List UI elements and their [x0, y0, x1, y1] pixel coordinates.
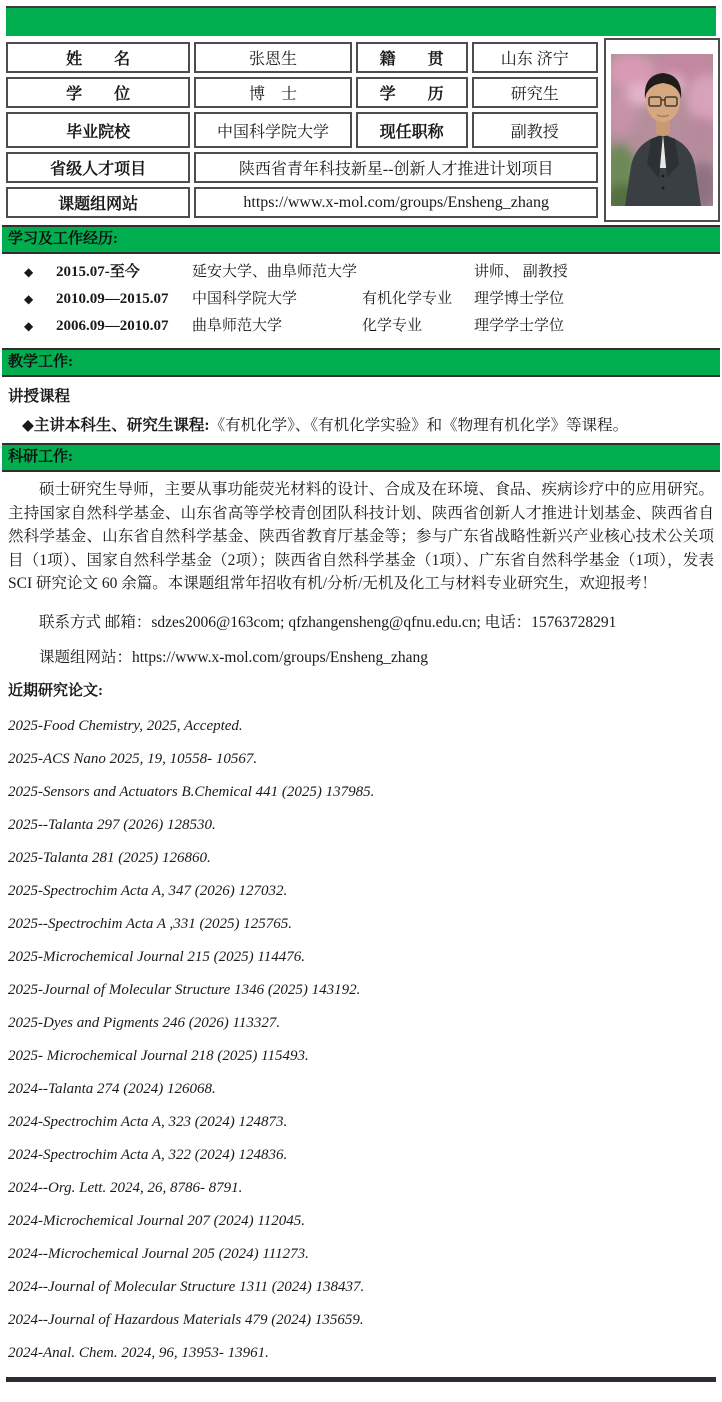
publications-list	[8, 717, 714, 1363]
label-name: 姓 名	[6, 42, 190, 73]
section-header-experience	[2, 225, 720, 254]
publication-item: 2024-Microchemical Journal 207 (2024) 112045.	[8, 1212, 306, 1229]
diamond-bullet-icon: ◆	[24, 319, 34, 333]
contact-info: 联系方式 邮箱：sdzes2006@163com; qfzhangensheng@qfnu.edu.cn; 电话：15763728291	[39, 613, 617, 631]
publication-item: 2024--Talanta 274 (2024) 126068.	[8, 1080, 216, 1097]
value-degree: 博 士	[194, 77, 351, 108]
bottom-divider	[6, 1377, 716, 1382]
publication-item: 2025-Sensors and Actuators B.Chemical 441 (2025) 137985.	[8, 783, 375, 800]
experience-degree: 讲师、 副教授	[474, 264, 568, 280]
faculty-profile-page	[0, 6, 722, 1382]
label-education: 学 历	[356, 77, 468, 108]
teaching-courses-text: 《有机化学》、《有机化学实验》和《物理有机化学》等课程。	[209, 417, 629, 434]
publication-item: 2025-Dyes and Pigments 246 (2026) 113327.	[8, 1014, 281, 1031]
research-description: 硕士研究生导师，主要从事功能荧光材料的设计、合成及在环境、食品、疾病诊疗中的应用研究。主持国家自然科学基金、山东省高等学校青创团队科技计划、陕西省创新人才推进计划基金、陕西省自然科学基金、山东省自然科学基金、陕西省教育厅基金等；参与广东省战略性新兴产业核心技术公关项目（1项）、国家自然科学基金（2项）；陕西省自然科学基金（1项）、广东省自然科学基金（1项），发表 SCI 研究论文 60 余篇。本课题组常年招收有机/分析/无机及化工与材料专业研究生，欢迎报考！	[8, 481, 714, 592]
label-alma-mater: 毕业院校	[6, 112, 190, 148]
experience-list	[0, 254, 722, 345]
teaching-courses	[22, 413, 714, 435]
publication-item: 2025--Spectrochim Acta A ,331 (2025) 125765.	[8, 915, 292, 932]
publication-item: 2024-Anal. Chem. 2024, 96, 13953- 13961.	[8, 1344, 269, 1361]
profile-info-table	[2, 38, 602, 222]
teaching-content	[8, 384, 714, 435]
publication-item: 2025-Food Chemistry, 2025, Accepted.	[8, 717, 243, 734]
experience-date: 2006.09—2010.07	[56, 318, 169, 334]
label-group-website: 课题组网站	[6, 187, 190, 218]
experience-place: 曲阜师范大学	[192, 318, 283, 334]
experience-item	[24, 316, 722, 336]
section-title: 学习及工作经历:	[8, 231, 118, 247]
publication-item: 2025--Talanta 297 (2026) 128530.	[8, 816, 216, 833]
publication-item: 2024--Microchemical Journal 205 (2024) 111273.	[8, 1245, 309, 1262]
label-current-title: 现任职称	[356, 112, 468, 148]
profile-info-section	[2, 38, 720, 222]
experience-date: 2015.07-至今	[56, 264, 140, 280]
experience-item	[24, 262, 722, 282]
publication-item: 2025-Talanta 281 (2025) 126860.	[8, 849, 211, 866]
experience-major: 化学专业	[362, 318, 423, 334]
value-alma-mater: 中国科学院大学	[194, 112, 351, 148]
section-header-teaching	[2, 348, 720, 377]
publication-item: 2025-Journal of Molecular Structure 1346 (2025) 143192.	[8, 981, 361, 998]
publication-item: 2024-Spectrochim Acta A, 322 (2024) 124836.	[8, 1146, 288, 1163]
experience-place: 延安大学、曲阜师范大学	[192, 264, 358, 280]
value-education: 研究生	[472, 77, 598, 108]
group-website-line: 课题组网站：https://www.x-mol.com/groups/Ensheng_zhang	[39, 648, 429, 666]
diamond-bullet-icon: ◆	[24, 292, 34, 306]
publication-item: 2025-Microchemical Journal 215 (2025) 114476.	[8, 948, 306, 965]
table-row	[6, 152, 598, 183]
value-group-website-url: https://www.x-mol.com/groups/Ensheng_zhang	[194, 187, 598, 218]
publication-item: 2024--Journal of Molecular Structure 1311 (2024) 138437.	[8, 1278, 365, 1295]
publications-heading: 近期研究论文:	[8, 682, 103, 699]
teaching-subtitle: 讲授课程	[8, 388, 71, 405]
publication-item: 2024--Org. Lett. 2024, 26, 8786- 8791.	[8, 1179, 243, 1196]
label-talent-program: 省级人才项目	[6, 152, 190, 183]
portrait-photo-image	[611, 54, 713, 206]
label-degree: 学 位	[6, 77, 190, 108]
diamond-bullet-icon: ◆	[24, 265, 34, 279]
publication-item: 2024--Journal of Hazardous Materials 479 (2024) 135659.	[8, 1311, 364, 1328]
experience-degree: 理学博士学位	[474, 291, 565, 307]
experience-item	[24, 289, 722, 309]
section-title: 科研工作:	[8, 449, 73, 465]
value-native-place: 山东 济宁	[472, 42, 598, 73]
publication-item: 2025-ACS Nano 2025, 19, 10558- 10567.	[8, 750, 258, 767]
experience-major: 有机化学专业	[362, 291, 453, 307]
publication-item: 2024-Spectrochim Acta A, 323 (2024) 124873.	[8, 1113, 288, 1130]
table-row	[6, 112, 598, 148]
table-row	[6, 42, 598, 73]
publication-item: 2025- Microchemical Journal 218 (2025) 115493.	[8, 1047, 309, 1064]
table-row	[6, 187, 598, 218]
experience-degree: 理学学士学位	[474, 318, 565, 334]
profile-photo	[604, 38, 720, 222]
label-native-place: 籍 贯	[356, 42, 468, 73]
table-row	[6, 77, 598, 108]
value-current-title: 副教授	[472, 112, 598, 148]
value-name: 张恩生	[194, 42, 351, 73]
experience-date: 2010.09—2015.07	[56, 291, 169, 307]
section-header-research	[2, 443, 720, 472]
teaching-courses-label: ◆主讲本科生、研究生课程:	[22, 417, 210, 434]
value-talent-program: 陕西省青年科技新星--创新人才推进计划项目	[194, 152, 598, 183]
header-bar	[6, 6, 716, 36]
experience-major	[362, 262, 474, 282]
publication-item: 2025-Spectrochim Acta A, 347 (2026) 127032.	[8, 882, 288, 899]
experience-place: 中国科学院大学	[192, 291, 298, 307]
section-title: 教学工作:	[8, 354, 73, 370]
